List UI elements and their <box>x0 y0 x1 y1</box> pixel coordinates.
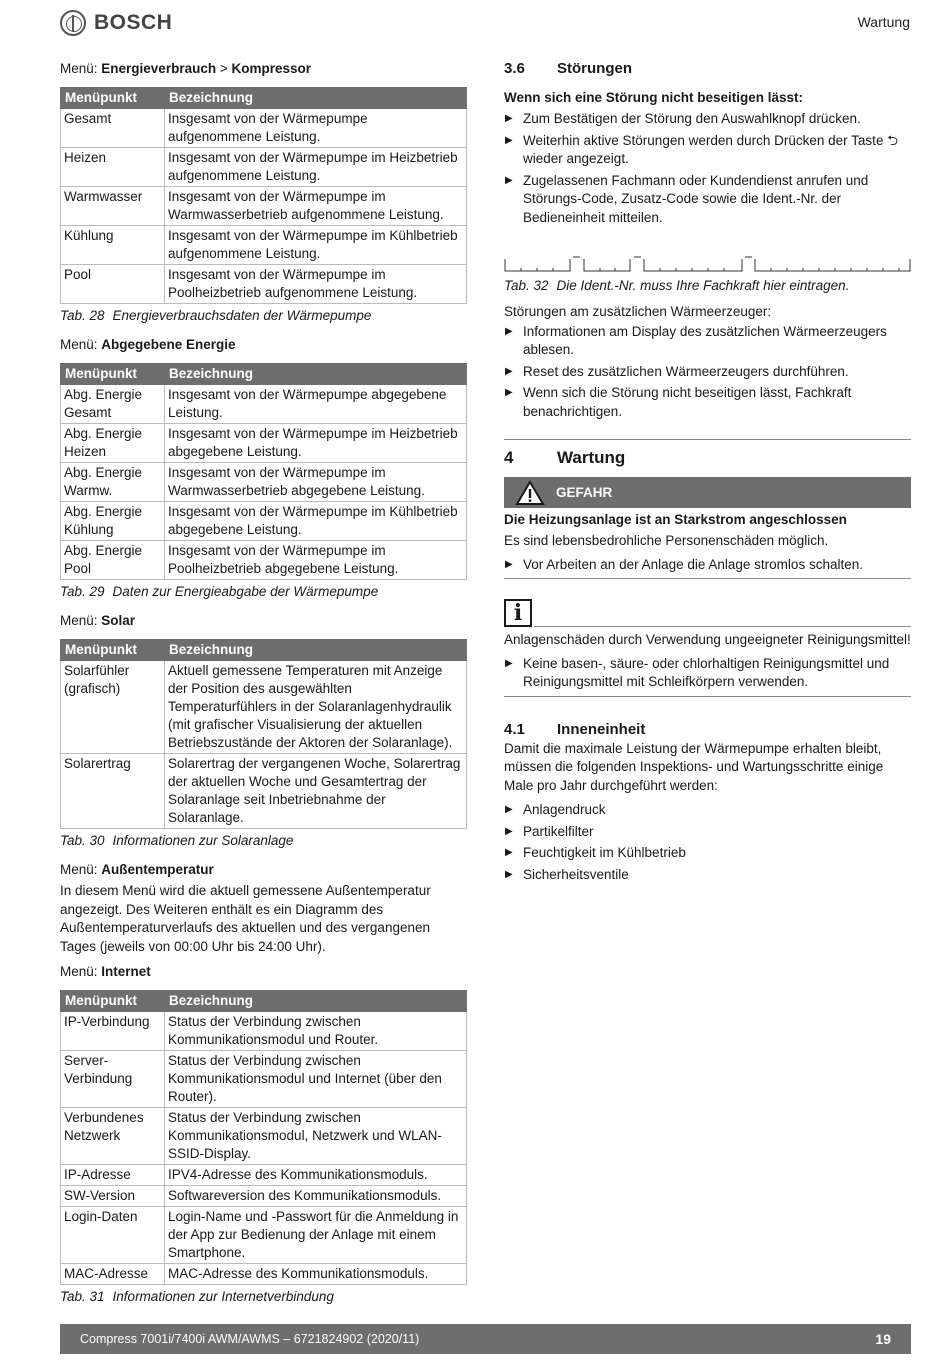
table-29 <box>60 363 467 580</box>
menu-name: Internet <box>101 964 151 979</box>
cell-bezeichnung: Insgesamt von der Wärmepumpe aufgenommene Leistung. <box>165 109 467 148</box>
cell-bezeichnung: Softwareversion des Kommunikationsmoduls. <box>165 1186 467 1207</box>
list-item: ▶ Partikelfilter <box>504 823 911 842</box>
menu-prefix: Menü: <box>60 337 102 352</box>
menu-prefix: Menü: <box>60 61 102 76</box>
cell-menupunkt: Solarertrag <box>61 754 165 829</box>
page-number: 19 <box>875 1331 891 1347</box>
menu-heading-energieverbrauch <box>60 60 467 77</box>
danger-list <box>504 556 911 575</box>
paragraph-inneneinheit: Damit die maximale Leistung der Wärmepumpe erhalten bleibt, müssen die folgenden Inspektions- und Wartungsschritte einige Male pro Jahr durchgeführt werden: <box>504 740 884 793</box>
table-row <box>61 1012 467 1051</box>
list-item: ▶ Wenn sich die Störung nicht beseitigen lässt, Fachkraft benachrichtigen. <box>504 384 911 421</box>
info-icon: i <box>504 599 532 627</box>
stoerung-intro: Wenn sich eine Störung nicht beseitigen lässt: <box>504 90 804 105</box>
col-header-bezeichnung: Bezeichnung <box>165 640 467 661</box>
list-item: ▶ Sicherheitsventile <box>504 866 911 885</box>
info-list <box>504 655 911 692</box>
table-row <box>61 1051 467 1108</box>
brand-name: BOSCH <box>94 11 173 34</box>
danger-heading: Die Heizungsanlage ist an Starkstrom angeschlossen <box>504 512 847 527</box>
table-row <box>61 148 467 187</box>
col-header-bezeichnung: Bezeichnung <box>165 991 467 1012</box>
bosch-armature-icon <box>60 10 86 36</box>
cell-menupunkt: Solarfühler (grafisch) <box>61 661 165 754</box>
cell-bezeichnung: Insgesamt von der Wärmepumpe im Heizbetrieb aufgenommene Leistung. <box>165 148 467 187</box>
list-item: ▶ Vor Arbeiten an der Anlage die Anlage stromlos schalten. <box>504 556 911 575</box>
menu-separator: > <box>216 61 232 76</box>
divider <box>504 578 911 579</box>
caption-number: Tab. 28 <box>60 308 105 323</box>
page-footer <box>60 1324 911 1354</box>
table-row <box>61 1108 467 1165</box>
zusatz-list <box>504 323 911 422</box>
ident-number-boxes <box>504 255 911 277</box>
col-header-menupunkt: Menüpunkt <box>61 640 165 661</box>
menu-name: Solar <box>101 613 136 628</box>
section-title: Wartung <box>857 14 910 30</box>
table-row <box>61 1207 467 1264</box>
divider <box>504 439 911 440</box>
paragraph-aussentemperatur: In diesem Menü wird die aktuell gemessene Außentemperatur angezeigt. Des Weiteren enthält es ein Diagramm des Außentemperaturverlaufs des aktuellen und des vergangenen Tages (jeweils von 00:00 Uhr bis 24:00 Uhr). <box>60 883 431 954</box>
cell-menupunkt: Pool <box>61 265 165 304</box>
inspection-list <box>504 801 911 884</box>
cell-bezeichnung: IPV4-Adresse des Kommunikationsmoduls. <box>165 1165 467 1186</box>
caption-text: Informationen zur Solaranlage <box>112 833 294 848</box>
cell-menupunkt: Gesamt <box>61 109 165 148</box>
cell-menupunkt: IP-Verbindung <box>61 1012 165 1051</box>
cell-menupunkt: IP-Adresse <box>61 1165 165 1186</box>
cell-menupunkt: Heizen <box>61 148 165 187</box>
danger-label: GEFAHR <box>556 485 613 500</box>
cell-bezeichnung: Status der Verbindung zwischen Kommunikationsmodul, Netzwerk und WLAN-SSID-Display. <box>165 1108 467 1165</box>
table-row <box>61 226 467 265</box>
cell-menupunkt: Abg. Energie Pool <box>61 541 165 580</box>
table-caption <box>60 832 467 850</box>
list-item: ▶ Anlagendruck <box>504 801 911 820</box>
table-row <box>61 1165 467 1186</box>
list-item: ▶ Zum Bestätigen der Störung den Auswahlknopf drücken. <box>504 110 911 129</box>
danger-text: Es sind lebensbedrohliche Personenschäden möglich. <box>504 533 829 548</box>
col-header-bezeichnung: Bezeichnung <box>165 88 467 109</box>
menu-heading-solar <box>60 612 467 629</box>
menu-prefix: Menü: <box>60 862 102 877</box>
menu-name: Abgegebene Energie <box>101 337 236 352</box>
info-notice-header <box>504 597 911 627</box>
cell-bezeichnung: Status der Verbindung zwischen Kommunikationsmodul und Internet (über den Router). <box>165 1051 467 1108</box>
cell-menupunkt: Abg. Energie Gesamt <box>61 385 165 424</box>
table-caption <box>504 277 911 295</box>
zusatz-intro: Störungen am zusätzlichen Wärmeerzeuger: <box>504 304 772 319</box>
cell-bezeichnung: Insgesamt von der Wärmepumpe im Poolheizbetrieb aufgenommene Leistung. <box>165 265 467 304</box>
warning-triangle-icon <box>504 480 556 506</box>
table-caption <box>60 1288 467 1306</box>
table-row <box>61 541 467 580</box>
info-rule <box>534 626 911 627</box>
section-title: Wartung <box>557 448 626 467</box>
cell-bezeichnung: Insgesamt von der Wärmepumpe im Poolheizbetrieb abgegebene Leistung. <box>165 541 467 580</box>
cell-bezeichnung: Insgesamt von der Wärmepumpe im Heizbetrieb abgegebene Leistung. <box>165 424 467 463</box>
cell-bezeichnung: Insgesamt von der Wärmepumpe im Warmwasserbetrieb aufgenommene Leistung. <box>165 187 467 226</box>
list-item: ▶ Keine basen-, säure- oder chlorhaltigen Reinigungsmittel und Reinigungsmittel mit Schleifkörpern verwenden. <box>504 655 911 692</box>
stoerung-list <box>504 110 911 227</box>
table-row <box>61 385 467 424</box>
table-row <box>61 754 467 829</box>
section-number: 4.1 <box>504 720 525 738</box>
col-header-menupunkt: Menüpunkt <box>61 88 165 109</box>
right-column <box>504 60 911 890</box>
caption-number: Tab. 32 <box>504 278 549 293</box>
danger-banner <box>504 477 911 508</box>
menu-heading-aussentemperatur <box>60 861 467 878</box>
table-row <box>61 463 467 502</box>
section-number: 3.6 <box>504 60 525 77</box>
table-row <box>61 1264 467 1285</box>
caption-text: Informationen zur Internetverbindung <box>112 1289 334 1304</box>
cell-menupunkt: Abg. Energie Kühlung <box>61 502 165 541</box>
col-header-menupunkt: Menüpunkt <box>61 364 165 385</box>
cell-menupunkt: Verbundenes Netzwerk <box>61 1108 165 1165</box>
cell-menupunkt: SW-Version <box>61 1186 165 1207</box>
table-row <box>61 661 467 754</box>
cell-bezeichnung: Login-Name und -Passwort für die Anmeldung in der App zur Bedienung der Anlage mit einem Smartphone. <box>165 1207 467 1264</box>
section-heading-3-6 <box>504 60 911 77</box>
cell-bezeichnung: MAC-Adresse des Kommunikationsmoduls. <box>165 1264 467 1285</box>
menu-heading-abgegebene-energie <box>60 336 467 353</box>
divider <box>504 696 911 697</box>
cell-bezeichnung: Insgesamt von der Wärmepumpe im Warmwasserbetrieb abgegebene Leistung. <box>165 463 467 502</box>
section-heading-4 <box>504 448 911 468</box>
cell-bezeichnung: Insgesamt von der Wärmepumpe im Kühlbetrieb aufgenommene Leistung. <box>165 226 467 265</box>
cell-menupunkt: Abg. Energie Warmw. <box>61 463 165 502</box>
caption-text: Die Ident.-Nr. muss Ihre Fachkraft hier eintragen. <box>556 278 850 293</box>
section-title: Störungen <box>557 60 632 77</box>
table-31 <box>60 990 467 1285</box>
table-row <box>61 187 467 226</box>
cell-bezeichnung: Insgesamt von der Wärmepumpe im Kühlbetrieb abgegebene Leistung. <box>165 502 467 541</box>
table-caption <box>60 307 467 325</box>
cell-bezeichnung: Solarertrag der vergangenen Woche, Solarertrag der aktuellen Woche und Gesamtertrag der Solaranlage seit Inbetriebnahme der Solaranlage. <box>165 754 467 829</box>
table-30 <box>60 639 467 829</box>
menu-prefix: Menü: <box>60 613 102 628</box>
table-28 <box>60 87 467 304</box>
ident-number-field <box>504 255 911 277</box>
cell-menupunkt: Kühlung <box>61 226 165 265</box>
cell-menupunkt: Login-Daten <box>61 1207 165 1264</box>
table-row <box>61 424 467 463</box>
cell-menupunkt: Abg. Energie Heizen <box>61 424 165 463</box>
caption-text: Energieverbrauchsdaten der Wärmepumpe <box>112 308 372 323</box>
menu-prefix: Menü: <box>60 964 102 979</box>
info-text: Anlagenschäden durch Verwendung ungeeigneter Reinigungsmittel! <box>504 632 911 647</box>
table-row <box>61 502 467 541</box>
list-item: ▶ Informationen am Display des zusätzlichen Wärmeerzeugers ablesen. <box>504 323 911 360</box>
menu-name: Energieverbrauch <box>101 61 217 76</box>
col-header-bezeichnung: Bezeichnung <box>165 364 467 385</box>
list-item: ▶ Feuchtigkeit im Kühlbetrieb <box>504 844 911 863</box>
cell-bezeichnung: Insgesamt von der Wärmepumpe abgegebene Leistung. <box>165 385 467 424</box>
list-item: ▶ Weiterhin aktive Störungen werden durch Drücken der Taste ⮌ wieder angezeigt. <box>504 132 911 169</box>
brand-logo <box>60 10 172 36</box>
list-item: ▶ Reset des zusätzlichen Wärmeerzeugers durchführen. <box>504 363 911 382</box>
table-caption <box>60 583 467 601</box>
menu-subname: Kompressor <box>231 61 311 76</box>
col-header-menupunkt: Menüpunkt <box>61 991 165 1012</box>
cell-bezeichnung: Aktuell gemessene Temperaturen mit Anzeige der Position des ausgewählten Temperaturfühlers in der Solaranlagenhydraulik (mit grafischer Visualisierung der aktuellen Betriebszustände der Aktoren der Solaranlage). <box>165 661 467 754</box>
table-row <box>61 109 467 148</box>
caption-number: Tab. 30 <box>60 833 105 848</box>
section-title: Inneneinheit <box>557 720 646 738</box>
footer-text: Compress 7001i/7400i AWM/AWMS – 6721824902 (2020/11) <box>80 1332 420 1346</box>
caption-text: Daten zur Energieabgabe der Wärmepumpe <box>112 584 379 599</box>
section-heading-4-1 <box>504 721 911 738</box>
cell-menupunkt: Warmwasser <box>61 187 165 226</box>
menu-name: Außentemperatur <box>101 862 214 877</box>
table-row <box>61 265 467 304</box>
left-column <box>60 60 467 1317</box>
list-item: ▶ Zugelassenen Fachmann oder Kundendienst anrufen und Störungs-Code, Zusatz-Code sowie die Ident.-Nr. der Bedieneinheit mitteilen. <box>504 172 911 228</box>
table-row <box>61 1186 467 1207</box>
cell-bezeichnung: Status der Verbindung zwischen Kommunikationsmodul und Router. <box>165 1012 467 1051</box>
cell-menupunkt: Server-Verbindung <box>61 1051 165 1108</box>
cell-menupunkt: MAC-Adresse <box>61 1264 165 1285</box>
caption-number: Tab. 31 <box>60 1289 105 1304</box>
caption-number: Tab. 29 <box>60 584 105 599</box>
menu-heading-internet <box>60 963 467 980</box>
section-number: 4 <box>504 448 514 467</box>
